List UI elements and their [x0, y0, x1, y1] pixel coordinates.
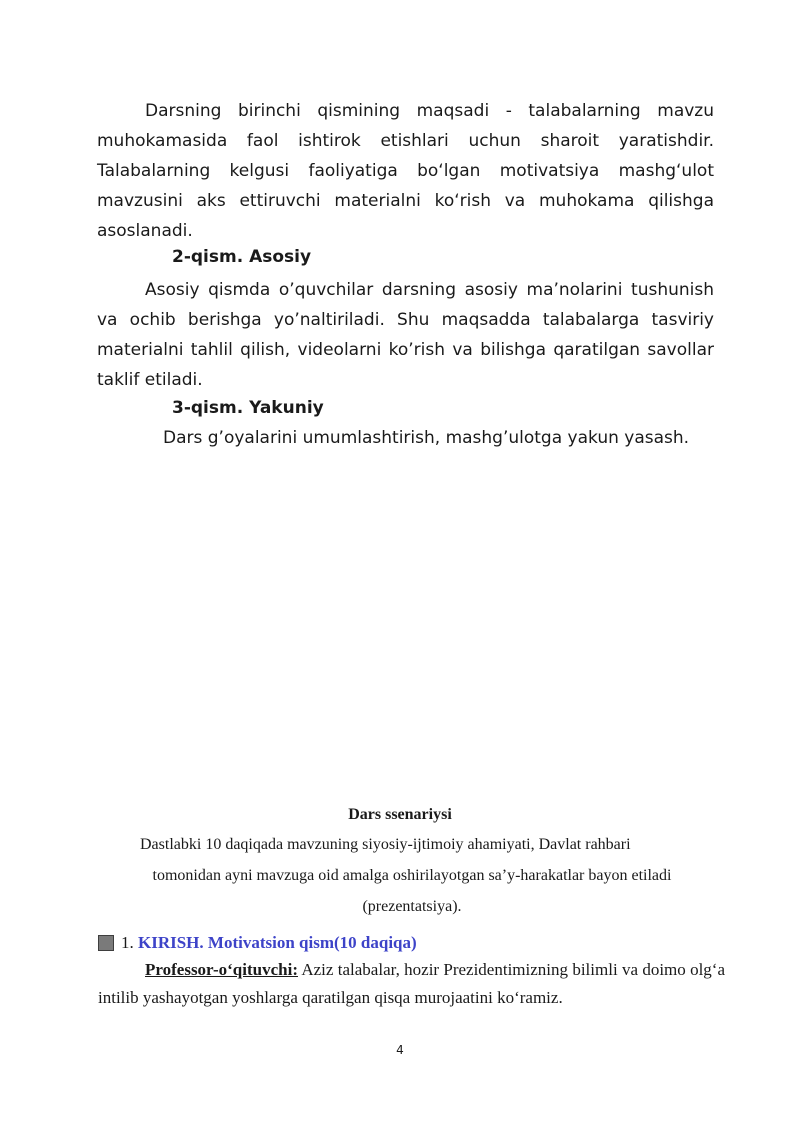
section-title: KIRISH. Motivatsion qism(10 daqiqa): [138, 933, 417, 952]
section-heading: [98, 930, 417, 956]
scenario-title: Dars ssenariysi: [348, 806, 452, 823]
scenario-line: tomonidan ayni mavzuga oid amalga oshirilayotgan sa’y-harakatlar bayon etiladi: [152, 867, 672, 884]
square-bullet-icon: [98, 935, 114, 951]
part3-heading: 3-qism. Yakuniy: [172, 398, 324, 418]
part2-heading: 2-qism. Asosiy: [172, 247, 312, 267]
scenario-line: (prezentatsiya).: [362, 898, 462, 915]
scenario-body: [100, 829, 724, 922]
part3-paragraph: Dars g’oyalarini umumlashtirish, mashg’ulotga yakun yasash.: [163, 428, 690, 448]
part2-paragraph: Asosiy qismda o’quvchilar darsning asosiy ma’nolarini tushunish va ochib berishga yo’naltiriladi. Shu maqsadda talabalarga tasviriy materialni tahlil qilish, videolarni ko’rish va bilishga qaratilgan savollar taklif etiladi.: [97, 280, 714, 390]
scenario-line: Dastlabki 10 daqiqada mavzuning siyosiy-ijtimoiy ahamiyati, Davlat rahbari: [140, 836, 631, 853]
page-number: 4: [396, 1043, 404, 1057]
speaker-text: Aziz talabalar, hozir Prezidentimizning bilimli va doimo olg‘a intilib yashayotgan yoshlarga qaratilgan qisqa murojaatini ko‘ramiz.: [98, 960, 726, 1007]
section1-paragraph: [98, 956, 725, 1012]
speaker-label: Professor-o‘qituvchi:: [145, 960, 298, 979]
part1-paragraph: Darsning birinchi qismining maqsadi - talabalarning mavzu muhokamasida faol ishtirok etishlari uchun sharoit yaratishdir. Talabalarning kelgusi faoliyatiga bo‘lgan motivatsiya mashg‘ulot mavzusini aks ettiruvchi materialni ko‘rish va muhokama qilishga asoslanadi.: [97, 101, 714, 241]
section-number: 1.: [121, 933, 134, 952]
